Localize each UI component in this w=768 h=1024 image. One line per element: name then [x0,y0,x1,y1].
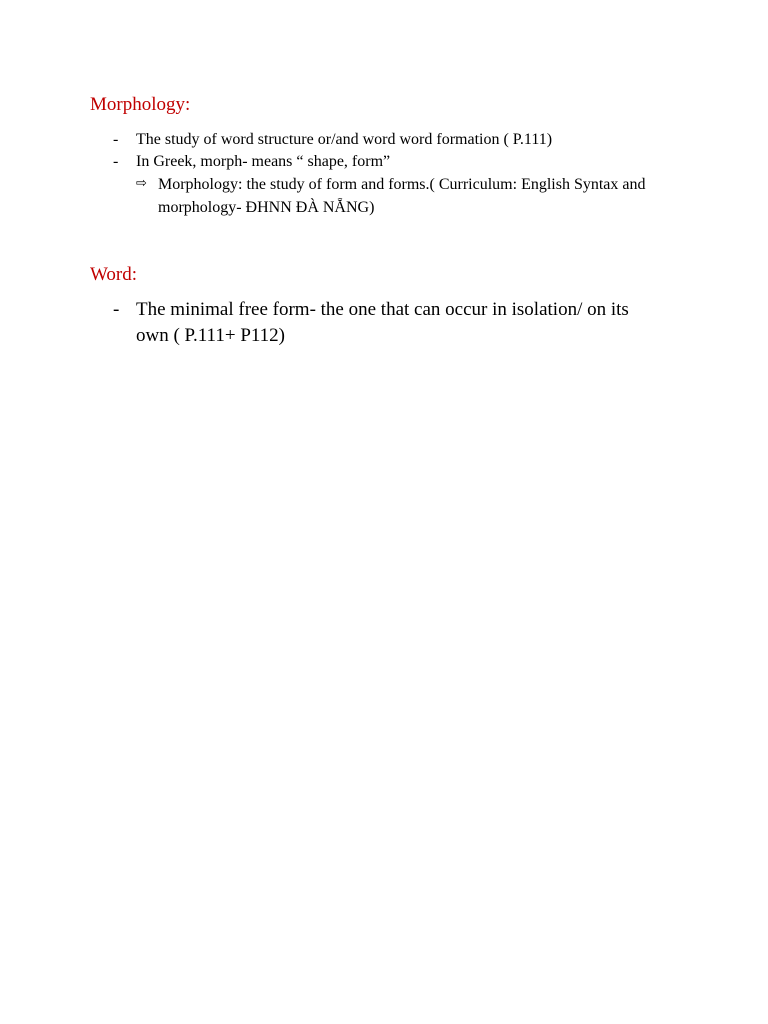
list-item [0,297,666,349]
list-item-text: The study of word structure or/and word word formation ( P.111) [136,131,553,148]
word-bullet-list [0,297,666,349]
list-item [0,151,676,173]
morphology-bullet-list [0,129,678,219]
list-item-text: In Greek, morph- means “ shape, form” [136,153,391,170]
section-heading-word: Word: [90,264,138,285]
section-heading-morphology: Morphology: [90,94,191,115]
list-item [0,129,676,151]
sub-list-item [0,173,678,219]
dash-bullet: - [113,153,119,170]
dash-bullet: - [113,131,119,148]
list-item-text: The minimal free form- the one that can occur in isolation/ on its own ( P.111+ P112) [136,299,629,346]
dash-bullet: - [113,299,120,320]
sub-list-item-text: Morphology: the study of form and forms.( Curriculum: English Syntax and morphology- ĐHNN ĐÀ NẴNG) [158,176,646,216]
arrow-right-outline-icon: ⇨ [136,176,147,191]
